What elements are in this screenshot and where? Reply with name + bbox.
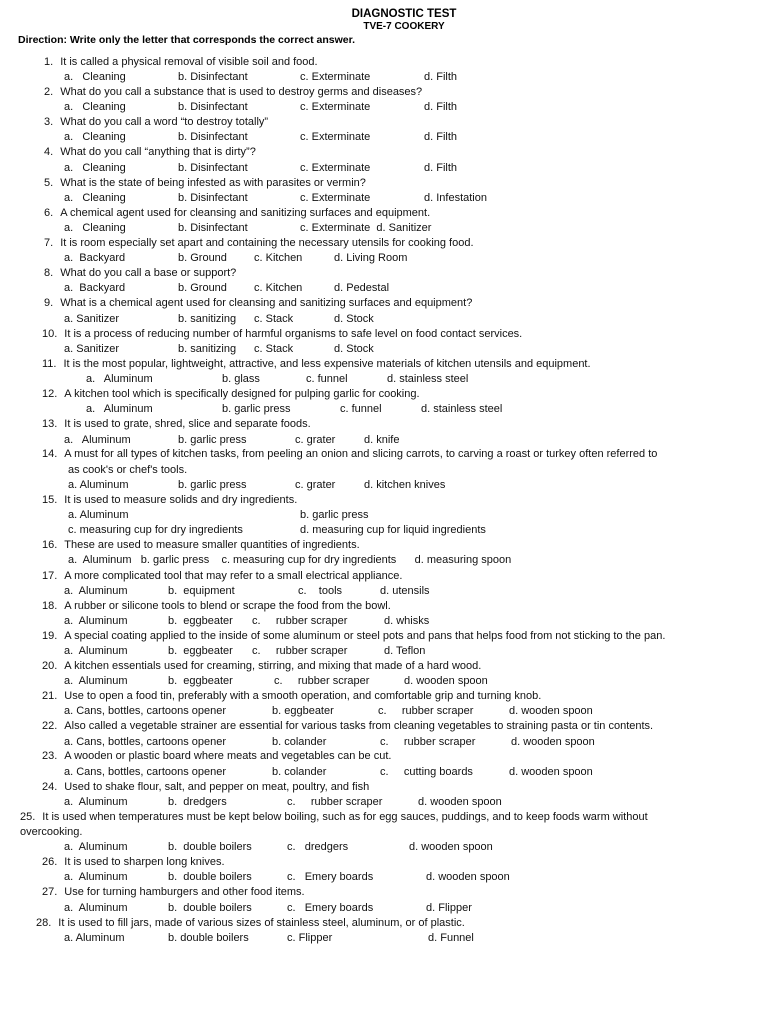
question-text: It is used to grate, shred, slice and separate foods. (64, 418, 311, 430)
answer-option: b. garlic press (300, 509, 369, 521)
answer-option: d. Pedestal (334, 282, 390, 294)
answer-option: b. glass (222, 373, 260, 385)
answer-option: b. garlic press (178, 434, 247, 446)
question-number: 3. (44, 116, 54, 128)
answer-option: b. sanitizing (178, 313, 237, 325)
question-text: A rubber or silicone tools to blend or scrape the food from the bowl. (64, 600, 391, 612)
answer-option: a. Aluminum (64, 615, 128, 627)
answer-option: c. Exterminate (300, 162, 371, 174)
question-text: It is used to fill jars, made of various sizes of stainless steel, aluminum, or of plastic. (58, 917, 465, 929)
answer-option: c. rubber scraper (252, 645, 348, 657)
question-number: 2. (44, 86, 54, 98)
answer-option: d. Living Room (334, 252, 408, 264)
answer-option: d. wooden spoon (426, 871, 510, 883)
answer-option: d. wooden spoon (511, 736, 595, 748)
question-item (44, 177, 366, 190)
test-subtitle: TVE-7 COOKERY (363, 21, 445, 32)
question-number: 26. (42, 856, 58, 868)
answer-option: b. double boilers (168, 932, 249, 944)
question-text: What do you call “anything that is dirty”? (60, 146, 256, 158)
answer-option: a. Sanitizer (64, 343, 120, 355)
question-text: Used to shake flour, salt, and pepper on meat, poultry, and fish (64, 781, 370, 793)
question-number: 7. (44, 237, 54, 249)
question-text: It is the most popular, lightweight, attractive, and less expensive materials of kitchen utensils and equipment. (63, 358, 591, 370)
answer-option: c. grater (295, 479, 336, 491)
question-number: 16. (42, 539, 58, 551)
answer-option: c. Stack (254, 343, 294, 355)
question-text: A kitchen tool which is specifically designed for pulping garlic for cooking. (64, 388, 420, 400)
question-item (44, 237, 474, 250)
question-text: What is the state of being infested as with parasites or vermin? (60, 177, 366, 189)
answer-option: d. whisks (384, 615, 430, 627)
answer-option: a. Cleaning (64, 162, 126, 174)
answer-option: c. funnel (340, 403, 382, 415)
question-number: 25. (20, 811, 36, 823)
answer-option: a. Aluminum (68, 509, 129, 521)
question-item (42, 448, 657, 461)
answer-option: d. Funnel (428, 932, 474, 944)
answer-option: c. funnel (306, 373, 348, 385)
test-title: DIAGNOSTIC TEST (351, 8, 457, 20)
answer-option: b. double boilers (168, 902, 252, 914)
answer-option: b. eggbeater (168, 645, 233, 657)
answer-option: d. Stock (334, 343, 374, 355)
answer-option: b. eggbeater (168, 675, 233, 687)
question-item (44, 56, 318, 69)
question-item (42, 856, 225, 869)
answer-option: a. Aluminum (64, 645, 128, 657)
answer-option: b. eggbeater (272, 705, 334, 717)
question-number: 15. (42, 494, 58, 506)
answer-option: b. garlic press (222, 403, 291, 415)
question-text: A kitchen essentials used for creaming, stirring, and mixing that made of a hard wood. (64, 660, 482, 672)
question-number: 21. (42, 690, 58, 702)
question-number: 6. (44, 207, 54, 219)
answer-option: a. Cleaning (64, 131, 126, 143)
question-text: A wooden or plastic board where meats and vegetables can be cut. (64, 750, 392, 762)
question-item (44, 297, 472, 310)
answer-option: a. Backyard (64, 252, 126, 264)
question-text: It is used to measure solids and dry ingredients. (64, 494, 298, 506)
answer-option: d. Filth (424, 101, 458, 113)
question-number: 4. (44, 146, 54, 158)
answer-option: a. Cleaning (64, 192, 126, 204)
answer-option: b. double boilers (168, 871, 252, 883)
answer-option: a. Aluminum (64, 871, 128, 883)
question-item (42, 328, 522, 341)
question-number: 11. (42, 358, 57, 370)
question-item (42, 494, 297, 507)
answer-option: b. garlic press (178, 479, 247, 491)
question-number: 20. (42, 660, 58, 672)
answer-option: d. wooden spoon (409, 841, 493, 853)
answer-option: b. Disinfectant (178, 192, 248, 204)
question-number: 22. (42, 720, 58, 732)
question-item (42, 418, 311, 431)
answer-option: c. Stack (254, 313, 294, 325)
question-number: 24. (42, 781, 58, 793)
answer-option: d. Infestation (424, 192, 487, 204)
question-item (42, 388, 420, 401)
answer-option: d. stainless steel (387, 373, 469, 385)
question-item (42, 781, 369, 794)
answer-option: d. Stock (334, 313, 374, 325)
answer-option: a. Aluminum (64, 434, 131, 446)
question-text: A more complicated tool that may refer to a small electrical appliance. (64, 570, 403, 582)
answer-option: b. Disinfectant (178, 222, 248, 234)
answer-option: b. colander (272, 736, 327, 748)
question-text: A chemical agent used for cleansing and sanitizing surfaces and equipment. (60, 207, 431, 219)
question-number: 12. (42, 388, 58, 400)
answer-option: c. measuring cup for dry ingredients (68, 524, 243, 536)
answer-option: c. cutting boards (380, 766, 473, 778)
question-number: 23. (42, 750, 58, 762)
answer-option: a. Cleaning (64, 101, 126, 113)
question-item (42, 539, 360, 552)
question-number: 18. (42, 600, 58, 612)
question-item (42, 690, 541, 703)
answer-option: a. Cleaning (64, 71, 126, 83)
question-text: What do you call a substance that is used to destroy germs and diseases? (60, 86, 423, 98)
answer-option: b. Ground (178, 282, 227, 294)
answer-option: a. Aluminum (86, 373, 153, 385)
answer-option: d. measuring cup for liquid ingredients (300, 524, 486, 536)
question-item (42, 630, 665, 643)
question-item (44, 116, 268, 129)
answer-option: b. Disinfectant (178, 131, 248, 143)
answer-option: d. Flipper (426, 902, 472, 914)
question-item (42, 660, 481, 673)
question-item (44, 86, 422, 99)
answer-option: c. Exterminate (300, 71, 371, 83)
answer-option: a. Cleaning (64, 222, 126, 234)
answer-option: d. wooden spoon (404, 675, 488, 687)
question-item (44, 146, 256, 159)
question-item (42, 886, 305, 899)
question-text: It is called a physical removal of visible soil and food. (60, 56, 318, 68)
question-item (42, 720, 653, 733)
answer-option: c. rubber scraper (252, 615, 348, 627)
question-number: 13. (42, 418, 58, 430)
answer-option: d. wooden spoon (418, 796, 502, 808)
answer-option: c. tools (298, 585, 343, 597)
question-number: 10. (42, 328, 58, 340)
answer-option: a. Backyard (64, 282, 126, 294)
answer-option: b. eggbeater (168, 615, 233, 627)
question-text-continued: overcooking. (20, 826, 83, 838)
question-number: 5. (44, 177, 54, 189)
answer-option: c. Exterminate (300, 131, 371, 143)
answer-option: c. rubber scraper (380, 736, 476, 748)
answer-option: a. Aluminum (64, 902, 128, 914)
answer-option: d. Teflon (384, 645, 426, 657)
answer-option: c. Kitchen (254, 252, 303, 264)
question-text: It is used to sharpen long knives. (64, 856, 225, 868)
answer-option: b. sanitizing (178, 343, 237, 355)
question-text-continued: as cook's or chef's tools. (68, 464, 188, 476)
answer-option: d. wooden spoon (509, 705, 593, 717)
question-number: 28. (36, 917, 52, 929)
question-item (36, 917, 465, 930)
question-number: 14. (42, 448, 58, 460)
answer-option: c. rubber scraper (287, 796, 383, 808)
answer-option: c. grater (295, 434, 336, 446)
question-text: Use to open a food tin, preferably with a smooth operation, and comfortable grip and turning knob. (64, 690, 542, 702)
answer-option: c. rubber scraper (378, 705, 474, 717)
answer-option: a. Aluminum (64, 675, 128, 687)
question-number: 8. (44, 267, 54, 279)
question-item (20, 811, 648, 824)
answer-option: c. dredgers (287, 841, 349, 853)
answer-option: b. Ground (178, 252, 227, 264)
answer-option: d. Filth (424, 71, 458, 83)
answer-option: c. Flipper (287, 932, 333, 944)
question-number: 19. (42, 630, 58, 642)
question-text: What do you call a word “to destroy totally” (60, 116, 269, 128)
question-item (42, 570, 402, 583)
answer-option: c. rubber scraper (274, 675, 370, 687)
question-number: 9. (44, 297, 54, 309)
question-text: Use for turning hamburgers and other food items. (64, 886, 305, 898)
answer-option: a. Aluminum (64, 841, 128, 853)
answer-option: b. dredgers (168, 796, 227, 808)
answer-option: a. Aluminum (64, 796, 128, 808)
question-item (44, 207, 430, 220)
answer-option: d. knife (364, 434, 400, 446)
question-text: What do you call a base or support? (60, 267, 237, 279)
answer-option: d. Filth (424, 131, 458, 143)
question-text: What is a chemical agent used for cleansing and sanitizing surfaces and equipment? (60, 297, 473, 309)
question-text: It is used when temperatures must be kept below boiling, such as for egg sauces, puddings, and to keep foods warm without (42, 811, 648, 823)
answer-option: a. Aluminum (68, 479, 129, 491)
question-text: It is a process of reducing number of harmful organisms to safe level on food contact services. (64, 328, 523, 340)
question-item (42, 358, 591, 371)
answer-option: c. Exterminate (300, 192, 371, 204)
question-item (44, 267, 236, 280)
question-text: A must for all types of kitchen tasks, from peeling an onion and slicing carrots, to carving a roast or turkey often referred to (64, 448, 658, 460)
answer-option: c. Exterminate (300, 101, 371, 113)
answer-option: a. Aluminum (86, 403, 153, 415)
answer-option: d. wooden spoon (509, 766, 593, 778)
question-text: These are used to measure smaller quantities of ingredients. (64, 539, 360, 551)
question-number: 17. (42, 570, 58, 582)
answer-option: b. Disinfectant (178, 101, 248, 113)
answer-option: b. equipment (168, 585, 235, 597)
answer-option: b. colander (272, 766, 327, 778)
answer-option: c. Exterminate d. Sanitizer (300, 222, 432, 234)
answer-option: c. Emery boards (287, 871, 374, 883)
answer-option: c. Emery boards (287, 902, 374, 914)
question-text: It is room especially set apart and containing the necessary utensils for cooking food. (60, 237, 474, 249)
question-item (42, 600, 391, 613)
question-text: A special coating applied to the inside of some aluminum or steel pots and pans that helps food from not sticking to the pan. (64, 630, 666, 642)
direction-text: Direction: Write only the letter that corresponds the correct answer. (18, 34, 356, 46)
question-number: 27. (42, 886, 58, 898)
answer-option: b. double boilers (168, 841, 252, 853)
question-number: 1. (44, 56, 54, 68)
answer-option: b. Disinfectant (178, 162, 248, 174)
answer-option: a. Aluminum (64, 932, 125, 944)
answer-option: d. kitchen knives (364, 479, 446, 491)
answer-option: d. utensils (380, 585, 430, 597)
answer-option: b. Disinfectant (178, 71, 248, 83)
answer-option: d. Filth (424, 162, 458, 174)
answer-option: a. Cans, bottles, cartoons opener (64, 736, 227, 748)
question-item (42, 750, 391, 763)
answer-option: a. Aluminum (64, 585, 128, 597)
answer-option: a. Cans, bottles, cartoons opener (64, 705, 227, 717)
question-text: Also called a vegetable strainer are essential for various tasks from cleaning vegetables to straining pasta or tin contents. (64, 720, 654, 732)
answer-option: c. Kitchen (254, 282, 303, 294)
answer-option: a. Cans, bottles, cartoons opener (64, 766, 227, 778)
answer-option: a. Aluminum b. garlic press c. measuring cup for dry ingredients d. measuring spoon (68, 554, 512, 566)
answer-option: a. Sanitizer (64, 313, 120, 325)
answer-option: d. stainless steel (421, 403, 503, 415)
